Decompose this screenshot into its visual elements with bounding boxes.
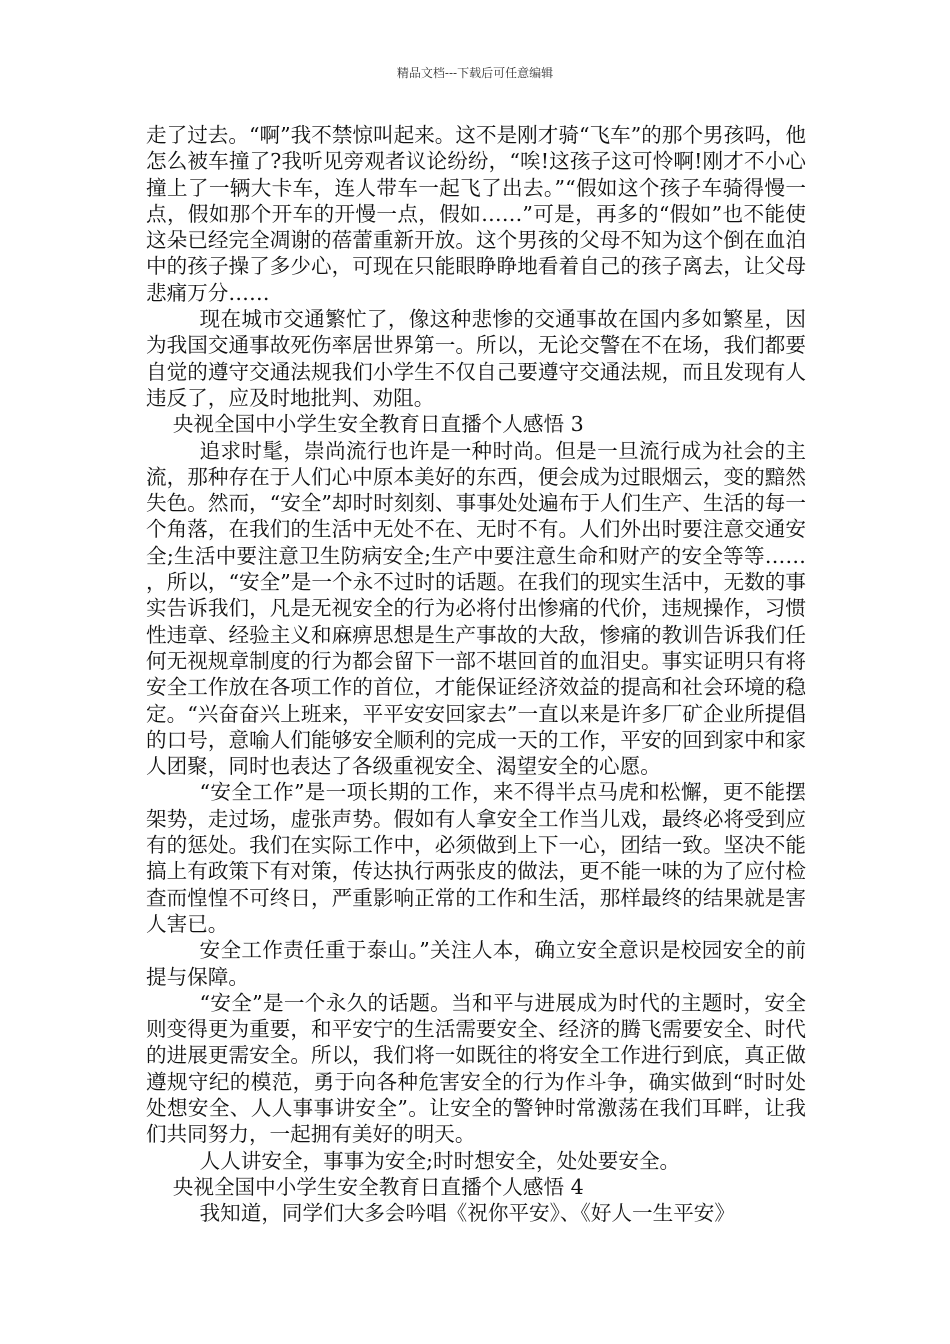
paragraph-songs: 我知道，同学们大多会吟唱《祝你平安》、《好人一生平安》 (199, 1201, 735, 1226)
section-heading-3: 央视全国中小学生安全教育日直播个人感悟 3 (172, 412, 584, 437)
section-heading-4: 央视全国中小学生安全教育日直播个人感悟 4 (172, 1174, 584, 1199)
paragraph-safety-work: “安全工作”是一项长期的工作，来不得半点马虎和松懈，更不能摆架势，走过场，虚张声势。假如有人拿安全工作当儿戏，最终必将受到应有的惩处。我们在实际工作中，必须做到上下一心，团结一致。坚决不能搞上有政策下有对策，传达执行两张皮的做法，更不能一味的为了应付检查而惶惶不可终日，严重影响正常的工作和生活，那样最终的结果就是害人害已。 (146, 780, 806, 936)
paragraph-traffic-rules: 现在城市交通繁忙了，像这种悲惨的交通事故在国内多如繁星，因为我国交通事故死伤率居世界第一。所以，无论交警在不在场，我们都要自觉的遵守交通法规我们小学生不仅自己要遵守交通法规，而且发现有人违反了，应及时地批判、劝阻。 (146, 307, 806, 410)
paragraph-slogan: 人人讲安全，事事为安全;时时想安全，处处要安全。 (199, 1148, 681, 1173)
paragraph-responsibility: 安全工作责任重于泰山。”关注人本，确立安全意识是校园安全的前提与保障。 (146, 938, 806, 989)
paragraph-safety-fashion: 追求时髦，崇尚流行也许是一种时尚。但是一旦流行成为社会的主流，那种存在于人们心中原本美好的东西，便会成为过眼烟云，变的黯然失色。然而，“安全”却时时刻刻、事事处处遍布于人们生产、生活的每一个角落，在我们的生活中无处不在、无时不有。人们外出时要注意交通安全;生活中要注意卫生防病安全;生产中要注意生命和财产的安全等等……，所以，“安全”是一个永不过时的话题。在我们的现实生活中，无数的事实告诉我们，凡是无视安全的行为必将付出惨痛的代价，违规操作，习惯性违章、经验主义和麻痹思想是生产事故的大敌，惨痛的教训告诉我们任何无视规章制度的行为都会留下一部不堪回首的血泪史。事实证明只有将安全工作放在各项工作的首位，才能保证经济效益的提高和社会环境的稳定。“兴奋奋兴上班来，平平安安回家去”一直以来是许多厂矿企业所提倡的口号，意喻人们能够安全顺利的完成一天的工作，平安的回到家中和家人团聚，同时也表达了各级重视安全、渴望安全的心愿。 (146, 438, 806, 779)
document-body (146, 122, 806, 1226)
page-header: 精品文档---下载后可任意编辑 (396, 66, 554, 80)
paragraph-eternal-topic: “安全”是一个永久的话题。当和平与进展成为时代的主题时，安全则变得更为重要，和平安宁的生活需要安全、经济的腾飞需要安全、时代的进展更需安全。所以，我们将一如既往的将安全工作进行到底，真正做遵规守纪的模范，勇于向各种危害安全的行为作斗争，确实做到“时时处处想安全、人人事事讲安全”。让安全的警钟时常激荡在我们耳畔，让我们共同努力，一起拥有美好的明天。 (146, 990, 806, 1147)
paragraph-accident-story: 走了过去。“啊”我不禁惊叫起来。这不是刚才骑“飞车”的那个男孩吗，他怎么被车撞了?我听见旁观者议论纷纷，“唉!这孩子这可怜啊!刚才不小心撞上了一辆大卡车，连人带车一起飞了出去。”“假如这个孩子车骑得慢一点，假如那个开车的开慢一点，假如……”可是，再多的“假如”也不能使这朵已经完全凋谢的蓓蕾重新开放。这个男孩的父母不知为这个倒在血泊中的孩子操了多少心，可现在只能眼睁睁地看着自己的孩子离去，让父母悲痛万分…… (146, 123, 806, 305)
